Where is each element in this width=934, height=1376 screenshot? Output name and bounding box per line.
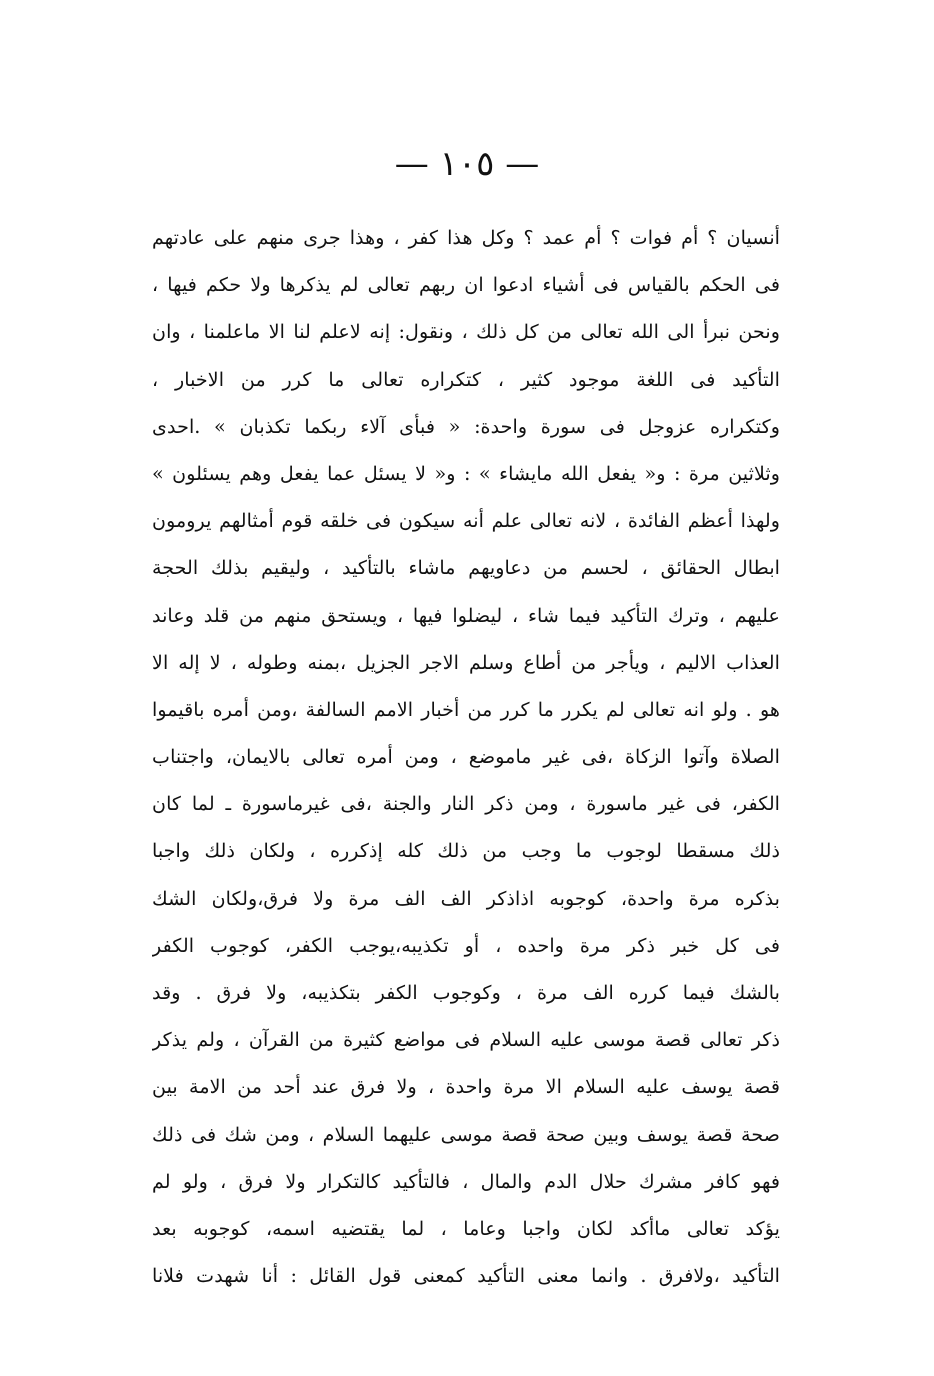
text-line: ولهذا أعظم الفائدة ، لانه تعالى علم أنه سيكون فى خلقه قوم أمثالهم يرومون [152,509,780,533]
text-line: أنسيان ؟ أم فوات ؟ أم عمد ؟ وكل هذا كفر ، وهذا جرى منهم على عادتهم [152,226,780,249]
page-number [0,140,934,188]
text-line: بذكره مرة واحدة، كوجوبه اذاذكر الف الف مرة ولا فرق،ولكان الشك [152,886,780,910]
text-line: ذكر تعالى قصة موسى عليه السلام فى مواضع كثيرة من القرآن ، ولم يذكر [152,1028,780,1052]
text-line: الكفر، فى غير ماسورة ، ومن ذكر النار والجنة ،فى غيرماسورة ـ لما كان [152,792,780,816]
text-line: صحة قصة يوسف وبين صحة قصة موسى عليهما السلام ، ومن شك فى ذلك [152,1122,780,1146]
text-line: الصلاة وآتوا الزكاة ،فى غير ماموضع ، ومن أمره تعالى بالايمان، واجتناب [152,745,780,769]
text-line: التأكيد فى اللغة موجود كثير ، كتكراره تعالى ما كرر من الاخبار ، [152,367,780,391]
body-text [152,214,780,1299]
text-line: عليهم ، وترك التأكيد فيما شاء ، ليضلوا فيها ، ويستحق منهم من قلد وعاند [152,603,780,627]
text-line: فى الحكم بالقياس فى أشياء ادعوا ان ربهم تعالى لم يذكرها ولا حكم فيها ، [152,273,780,297]
text-line: ونحن نبرأ الى الله تعالى من كل ذلك ، ونقول: إنه لاعلم لنا الا ماعلمنا ، وان [152,320,780,344]
text-line: التأكيد ،ولافرق . وانما معنى التأكيد كمعنى قول القائل : أنا شهدت فلانا [152,1264,780,1288]
text-line: يؤكد تعالى ماأكد لكان واجبا وعاما ، لما يقتضيه اسمه، كوجوبه بعد [152,1216,780,1240]
text-line: ابطال الحقائق ، لحسم من دعاويهم ماشاء بالتأكيد ، وليقيم بذلك الحجة [152,556,780,580]
text-line: وثلاثين مرة : و« يفعل الله مايشاء » : و« لا يسئل عما يفعل وهم يسئلون » [152,461,780,485]
text-line: بالشك فيما كرره الف مرة ، وكوجوب الكفر بتكذيبه، ولا فرق . وقد [152,981,780,1004]
text-line: هو . ولو انه تعالى لم يكرر ما كرر من أخبار الامم السالفة ،ومن أمره باقيموا [152,697,780,721]
text-line: العذاب الاليم ، ويأجر من أطاع وسلم الاجر الجزيل ،بمنه وطوله ، لا إله الا [152,650,780,674]
text-line: وكتكراره عزوجل فى سورة واحدة: « فبأى آلاء ربكما تكذبان » .احدى [152,414,780,438]
text-line: فهو كافر مشرك حلال الدم والمال ، فالتأكيد كالتكرار ولا فرق ، ولو لم [152,1169,780,1193]
text-line: فى كل خبر ذكر مرة واحده ، أو تكذيبه،يوجب الكفر، كوجوب الكفر [152,933,780,957]
text-line: ذلك مسقطا لوجوب ما وجب من ذلك كله إذكرره ، ولكان ذلك واجبا [152,839,780,863]
text-line: قصة يوسف عليه السلام الا مرة واحدة ، ولا فرق عند أحد من الامة بين [152,1075,780,1099]
page-number-text: — ١٠٥ — [394,144,540,184]
